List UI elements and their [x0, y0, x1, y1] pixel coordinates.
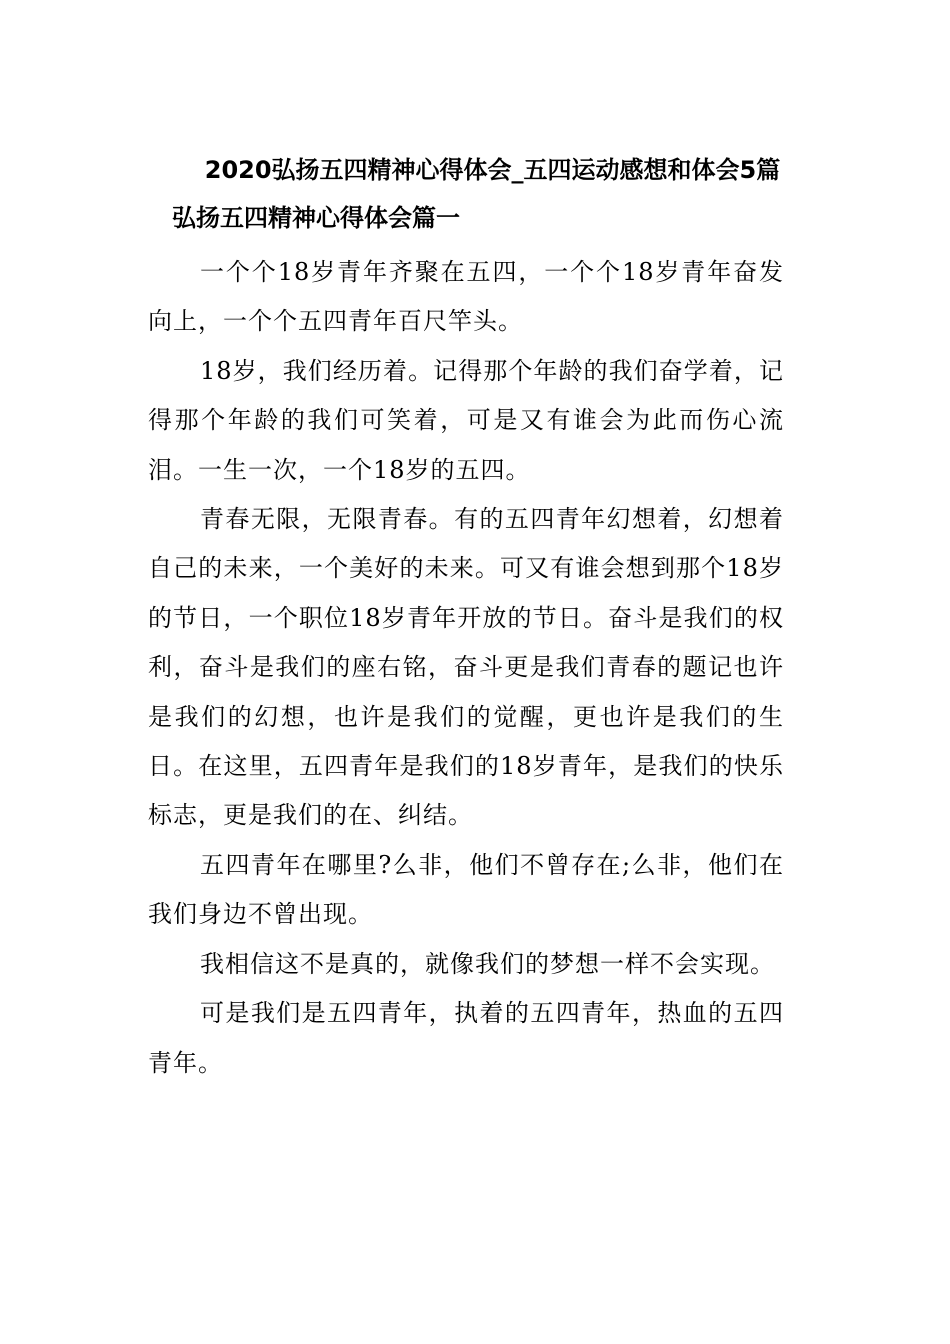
paragraph: 18岁，我们经历着。记得那个年龄的我们奋学着，记得那个年龄的我们可笑着，可是又有谁会为此而伤心流泪。一生一次，一个18岁的五四。 [148, 356, 784, 484]
paragraph: 青春无限，无限青春。有的五四青年幻想着，幻想着自己的未来，一个美好的未来。可又有谁会想到那个18岁的节日，一个职位18岁青年开放的节日。奋斗是我们的权利，奋斗是我们的座右铭，奋斗更是我们青春的题记也许是我们的幻想，也许是我们的觉醒，更也许是我们的生日。在这里，五四青年是我们的18岁青年，是我们的快乐标志，更是我们的在、纠结。 [148, 505, 784, 830]
paragraph: 我相信这不是真的，就像我们的梦想一样不会实现。 [200, 949, 775, 978]
paragraph: 一个个18岁青年齐聚在五四，一个个18岁青年奋发向上，一个个五四青年百尺竿头。 [148, 258, 784, 336]
body-text [148, 248, 784, 1088]
paragraph: 可是我们是五四青年，执着的五四青年，热血的五四青年。 [148, 999, 784, 1077]
paragraph: 五四青年在哪里?么非，他们不曾存在;么非，他们在我们身边不曾出现。 [148, 850, 784, 929]
section-heading: 弘扬五四精神心得体会篇一 [172, 204, 460, 232]
document-title: 2020弘扬五四精神心得体会_五四运动感想和体会5篇 [204, 156, 781, 184]
